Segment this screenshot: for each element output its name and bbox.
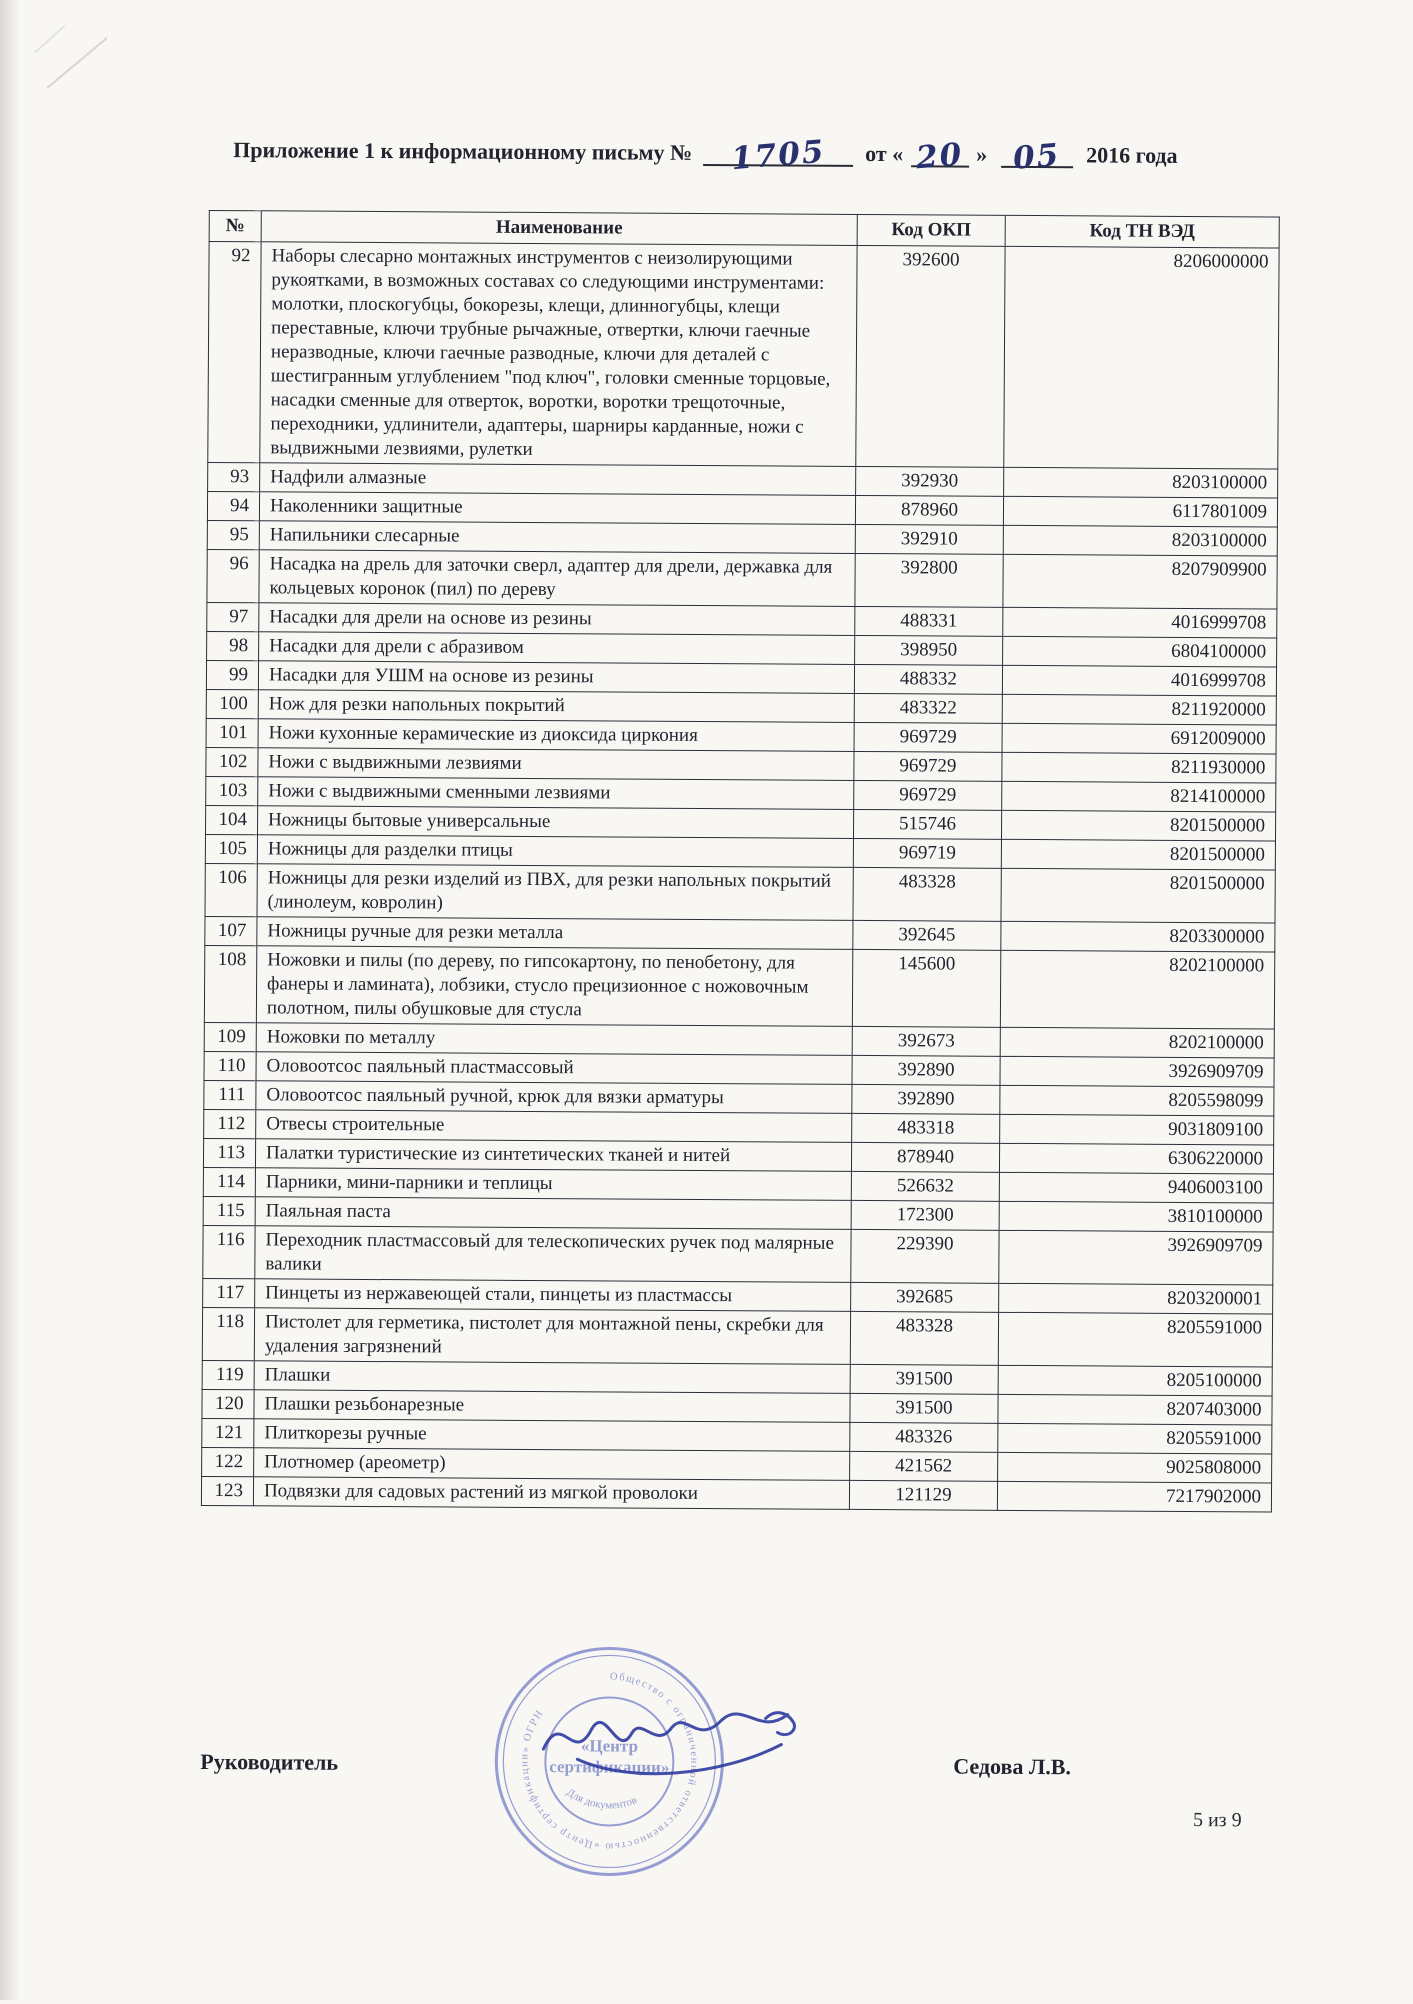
row-name: Плашки резьбонарезные <box>254 1390 850 1423</box>
row-tnved-code: 9406003100 <box>999 1172 1273 1203</box>
row-number: 107 <box>205 916 257 945</box>
row-tnved-code: 4016999708 <box>1003 607 1277 638</box>
signer-name: Седова Л.В. <box>953 1753 1072 1780</box>
row-name: Надфили алмазные <box>260 463 856 496</box>
row-number: 108 <box>204 945 256 1022</box>
row-number: 105 <box>205 834 257 863</box>
row-okp-code: 488332 <box>854 664 1002 694</box>
handwritten-month: 05 <box>1011 137 1062 177</box>
stamp-ring-text-holder <box>519 1671 700 1852</box>
row-number: 104 <box>206 805 258 834</box>
row-name: Насадка на дрель для заточки сверл, адаптер для дрели, державка для кольцевых коронок (пил) по дереву <box>259 550 855 607</box>
row-okp-code: 392890 <box>852 1084 1000 1114</box>
row-okp-code: 969729 <box>854 722 1002 752</box>
row-number: 118 <box>202 1307 254 1360</box>
row-okp-code: 526632 <box>851 1171 999 1201</box>
row-tnved-code: 8201500000 <box>1001 839 1275 870</box>
row-number: 111 <box>204 1080 256 1109</box>
products-table <box>201 210 1280 1513</box>
row-tnved-code: 3810100000 <box>999 1201 1273 1232</box>
title-year: 2016 года <box>1086 142 1178 168</box>
row-okp-code: 483322 <box>854 693 1002 723</box>
handwritten-day: 20 <box>914 136 965 177</box>
row-number: 103 <box>206 776 258 805</box>
row-name: Насадки для УШМ на основе из резины <box>258 661 854 694</box>
row-name: Плиткорезы ручные <box>254 1419 850 1452</box>
signer-role-label: Руководитель <box>200 1748 339 1775</box>
row-okp-code: 392930 <box>856 466 1004 496</box>
header-tnved-code: Код ТН ВЭД <box>1005 215 1279 248</box>
row-tnved-code: 6912009000 <box>1002 723 1276 754</box>
row-tnved-code: 8214100000 <box>1002 781 1276 812</box>
row-number: 109 <box>204 1022 256 1051</box>
row-okp-code: 398950 <box>855 635 1003 665</box>
page-number: 5 из 9 <box>1192 1809 1242 1832</box>
row-name: Паяльная паста <box>255 1197 851 1230</box>
row-number: 93 <box>208 462 260 491</box>
row-name: Ножовки и пилы (по дереву, по гипсокартону, по пенобетону, для фанеры и ламината), лобзики, стусло прецизионное с ножовочным полотном, пилы обушковые для стусла <box>256 946 852 1027</box>
row-number: 97 <box>207 602 259 631</box>
row-number: 100 <box>206 689 258 718</box>
row-okp-code: 483328 <box>853 867 1001 921</box>
row-tnved-code: 8203100000 <box>1004 467 1278 498</box>
row-number: 116 <box>203 1225 255 1278</box>
row-name: Пистолет для герметика, пистолет для монтажной пены, скребки для удаления загрязнений <box>254 1308 850 1365</box>
title-ot: от « <box>865 140 904 167</box>
table-row <box>201 1476 1271 1512</box>
row-tnved-code: 9025808000 <box>998 1452 1272 1483</box>
title-close-quote: » <box>976 141 988 167</box>
row-okp-code: 229390 <box>851 1229 999 1283</box>
row-okp-code: 392600 <box>856 245 1005 467</box>
row-name: Оловоотсос паяльный ручной, крюк для вязки арматуры <box>256 1081 852 1114</box>
row-tnved-code: 3926909709 <box>1000 1056 1274 1087</box>
row-name: Нож для резки напольных покрытий <box>258 690 854 723</box>
handwritten-letter-number: 1705 <box>730 133 828 178</box>
row-tnved-code: 8207909900 <box>1003 554 1277 609</box>
row-tnved-code: 6306220000 <box>999 1143 1273 1174</box>
row-number: 117 <box>203 1278 255 1307</box>
month-underline <box>1001 137 1073 177</box>
stamp-inner-arc-holder <box>564 1786 639 1811</box>
row-number: 98 <box>207 631 259 660</box>
row-okp-code: 145600 <box>852 949 1000 1027</box>
row-number: 96 <box>207 549 259 602</box>
row-name: Ножовки по металлу <box>256 1023 852 1056</box>
row-tnved-code: 6117801009 <box>1003 496 1277 527</box>
row-okp-code: 121129 <box>849 1480 997 1510</box>
row-okp-code: 421562 <box>850 1451 998 1481</box>
row-number: 113 <box>203 1138 255 1167</box>
row-name: Ножи с выдвижными сменными лезвиями <box>258 777 854 810</box>
row-okp-code: 878940 <box>851 1142 999 1172</box>
row-tnved-code: 8203100000 <box>1003 525 1277 556</box>
row-okp-code: 391500 <box>850 1393 998 1423</box>
row-tnved-code: 8206000000 <box>1004 246 1279 469</box>
row-number: 122 <box>202 1447 254 1476</box>
row-okp-code: 392645 <box>853 920 1001 950</box>
stamp-center-line2: сертификации» <box>549 1757 670 1777</box>
row-number: 95 <box>207 520 259 549</box>
row-tnved-code: 9031809100 <box>1000 1114 1274 1145</box>
row-number: 106 <box>205 863 257 916</box>
row-number: 119 <box>202 1360 254 1389</box>
day-underline <box>911 136 969 177</box>
row-number: 121 <box>202 1418 254 1447</box>
title-prefix: Приложение 1 к информационному письму № <box>233 137 693 165</box>
row-tnved-code: 8205598099 <box>1000 1085 1274 1116</box>
row-okp-code: 488331 <box>855 606 1003 636</box>
row-tnved-code: 8202100000 <box>1000 1027 1274 1058</box>
table-row <box>208 241 1279 469</box>
row-name: Ножницы для разделки птицы <box>257 835 853 868</box>
row-name: Пинцеты из нержавеющей стали, пинцеты из пластмассы <box>255 1279 851 1312</box>
row-name: Насадки для дрели на основе из резины <box>259 603 855 636</box>
row-name: Ножницы для резки изделий из ПВХ, для резки напольных покрытий (линолеум, ковролин) <box>257 864 853 921</box>
row-name: Подвязки для садовых растений из мягкой проволоки <box>253 1477 849 1510</box>
row-tnved-code: 8205100000 <box>998 1365 1272 1396</box>
row-okp-code: 878960 <box>855 495 1003 525</box>
row-name: Ножи с выдвижными лезвиями <box>258 748 854 781</box>
row-name: Плотномер (ареометр) <box>254 1448 850 1481</box>
row-tnved-code: 8211930000 <box>1002 752 1276 783</box>
row-tnved-code: 8203200001 <box>999 1283 1273 1314</box>
row-tnved-code: 8205591000 <box>998 1312 1272 1367</box>
number-underline <box>704 133 854 178</box>
row-name: Напильники слесарные <box>259 521 855 554</box>
table-row <box>204 945 1274 1029</box>
row-number: 115 <box>203 1196 255 1225</box>
row-name: Оловоотсос паяльный пластмассовый <box>256 1052 852 1085</box>
row-okp-code: 392673 <box>852 1026 1000 1056</box>
stamp-center-line1: «Центр <box>580 1736 639 1756</box>
row-okp-code: 969729 <box>854 780 1002 810</box>
row-okp-code: 515746 <box>853 809 1001 839</box>
row-name: Парники, мини-парники и теплицы <box>255 1168 851 1201</box>
table-row <box>205 863 1275 923</box>
row-name: Ножницы ручные для резки металла <box>257 917 853 950</box>
row-name: Плашки <box>254 1361 850 1394</box>
row-number: 110 <box>204 1051 256 1080</box>
row-tnved-code: 6804100000 <box>1003 636 1277 667</box>
row-okp-code: 392800 <box>855 553 1003 607</box>
row-name: Переходник пластмассовый для телескопических ручек под малярные валики <box>255 1226 851 1283</box>
row-okp-code: 483326 <box>850 1422 998 1452</box>
row-okp-code: 172300 <box>851 1200 999 1230</box>
row-tnved-code: 8207403000 <box>998 1394 1272 1425</box>
round-stamp <box>487 1639 732 1884</box>
page-title <box>233 133 1178 178</box>
row-tnved-code: 8201500000 <box>1001 868 1275 923</box>
row-okp-code: 392890 <box>852 1055 1000 1085</box>
row-tnved-code: 8203300000 <box>1001 921 1275 952</box>
header-name: Наименование <box>261 211 857 246</box>
row-okp-code: 392910 <box>855 524 1003 554</box>
row-tnved-code: 8202100000 <box>1000 950 1274 1029</box>
row-number: 99 <box>206 660 258 689</box>
row-tnved-code: 8205591000 <box>998 1423 1272 1454</box>
row-okp-code: 969719 <box>853 838 1001 868</box>
table-body <box>201 241 1279 1512</box>
handwritten-signature <box>535 1687 806 1804</box>
row-name: Отвесы строительные <box>256 1110 852 1143</box>
row-name: Палатки туристические из синтетических тканей и нитей <box>255 1139 851 1172</box>
row-okp-code: 391500 <box>850 1364 998 1394</box>
row-okp-code: 483328 <box>850 1311 998 1365</box>
row-name: Наборы слесарно монтажных инструментов с неизолирующими рукоятками, в возможных составах со следующими инструментами: молотки, плоскогубцы, бокорезы, клещи, длинногубцы, клещи переставные, ключи трубные рычажные, отвертки, ключи гаечные неразводные, ключи гаечные разводные, ключи для деталей с шестигранным углублением "под ключ", головки сменные торцовые, насадки сменные для отверток, воротки, воротки трещоточные, переходники, удлинители, адаптеры, шарниры карданные, ножи с выдвижными лезвиями, рулетки <box>260 242 857 467</box>
header-number: № <box>209 210 261 241</box>
row-okp-code: 392685 <box>851 1282 999 1312</box>
row-name: Ножи кухонные керамические из диоксида циркония <box>258 719 854 752</box>
table-row <box>207 549 1277 609</box>
row-number: 94 <box>207 491 259 520</box>
row-tnved-code: 8211920000 <box>1002 694 1276 725</box>
row-name: Наколенники защитные <box>259 492 855 525</box>
row-number: 92 <box>208 241 261 462</box>
stamp-inner-arc-text: Для документов <box>564 1786 639 1812</box>
row-tnved-code: 7217902000 <box>997 1481 1271 1512</box>
table-row <box>203 1225 1273 1285</box>
row-number: 114 <box>203 1167 255 1196</box>
row-tnved-code: 4016999708 <box>1002 665 1276 696</box>
row-name: Ножницы бытовые универсальные <box>258 806 854 839</box>
row-number: 123 <box>201 1476 253 1505</box>
row-number: 102 <box>206 747 258 776</box>
row-number: 120 <box>202 1389 254 1418</box>
row-tnved-code: 3926909709 <box>999 1230 1273 1285</box>
header-okp-code: Код ОКП <box>857 214 1005 246</box>
row-okp-code: 483318 <box>852 1113 1000 1143</box>
row-okp-code: 969729 <box>854 751 1002 781</box>
table-row <box>202 1307 1272 1367</box>
row-number: 101 <box>206 718 258 747</box>
row-name: Насадки для дрели с абразивом <box>259 632 855 665</box>
stamp-ring-text: Общество с ограниченной ответственностью «Центр сертификации» ОГРН <box>519 1671 700 1852</box>
row-tnved-code: 8201500000 <box>1001 810 1275 841</box>
row-number: 112 <box>204 1109 256 1138</box>
